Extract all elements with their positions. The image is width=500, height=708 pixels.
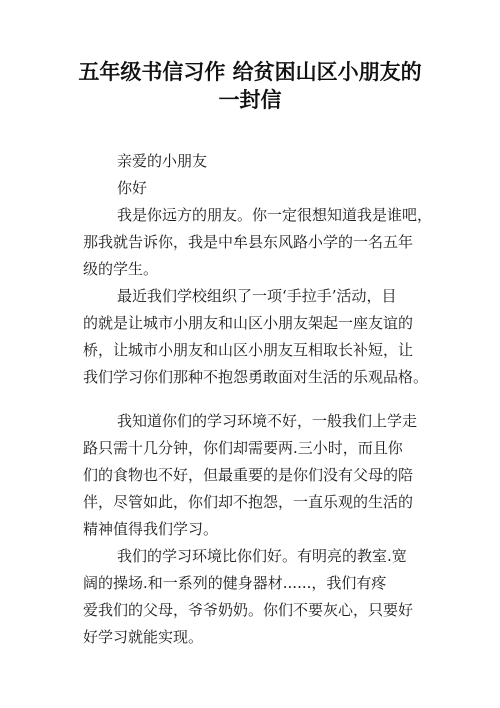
- paragraph-line: 路只需十几分钟，你们却需要两.三小时，而且你: [83, 439, 403, 457]
- greeting: 你好: [117, 179, 148, 197]
- page-title-line-1: 五年级书信习作 给贫困山区小朋友的: [78, 60, 422, 84]
- paragraph-line: 阔的操场.和一系列的健身器材......，我们有疼: [83, 574, 387, 592]
- paragraph-line: 我是你远方的朋友。你一定很想知道我是谁吧，: [117, 206, 433, 224]
- paragraph-line: 我知道你们的学习环境不好，一般我们上学走: [117, 412, 418, 430]
- paragraph-line: 桥，让城市小朋友和山区小朋友互相取长补短，让: [83, 341, 414, 359]
- page-title-line-2: 一封信: [218, 88, 282, 112]
- paragraph-line: 级的学生。: [83, 260, 159, 278]
- paragraph-line: 们的食物也不好，但最重要的是你们没有父母的陪: [83, 466, 414, 484]
- paragraph-line: 最近我们学校组织了一项‘手拉手’活动，目: [117, 287, 397, 305]
- paragraph-line: 精神值得我们学习。: [83, 520, 219, 538]
- paragraph-line: 我们学习你们那种不抱怨勇敢面对生活的乐观品格。: [83, 368, 429, 386]
- paragraph-line: 我们的学习环境比你们好。有明亮的教室.宽: [117, 547, 407, 565]
- paragraph-line: 那我就告诉你，我是中牟县东风路小学的一名五年: [83, 233, 414, 251]
- paragraph-line: 伴，尽管如此，你们却不抱怨，一直乐观的生活的: [83, 493, 414, 511]
- paragraph-line: 的就是让城市小朋友和山区小朋友架起一座友谊的: [83, 314, 414, 332]
- paragraph-line: 好学习就能实现。: [83, 628, 204, 646]
- paragraph-line: 爱我们的父母，爷爷奶奶。你们不要灰心，只要好: [83, 601, 414, 619]
- salutation: 亲爱的小朋友: [117, 152, 208, 170]
